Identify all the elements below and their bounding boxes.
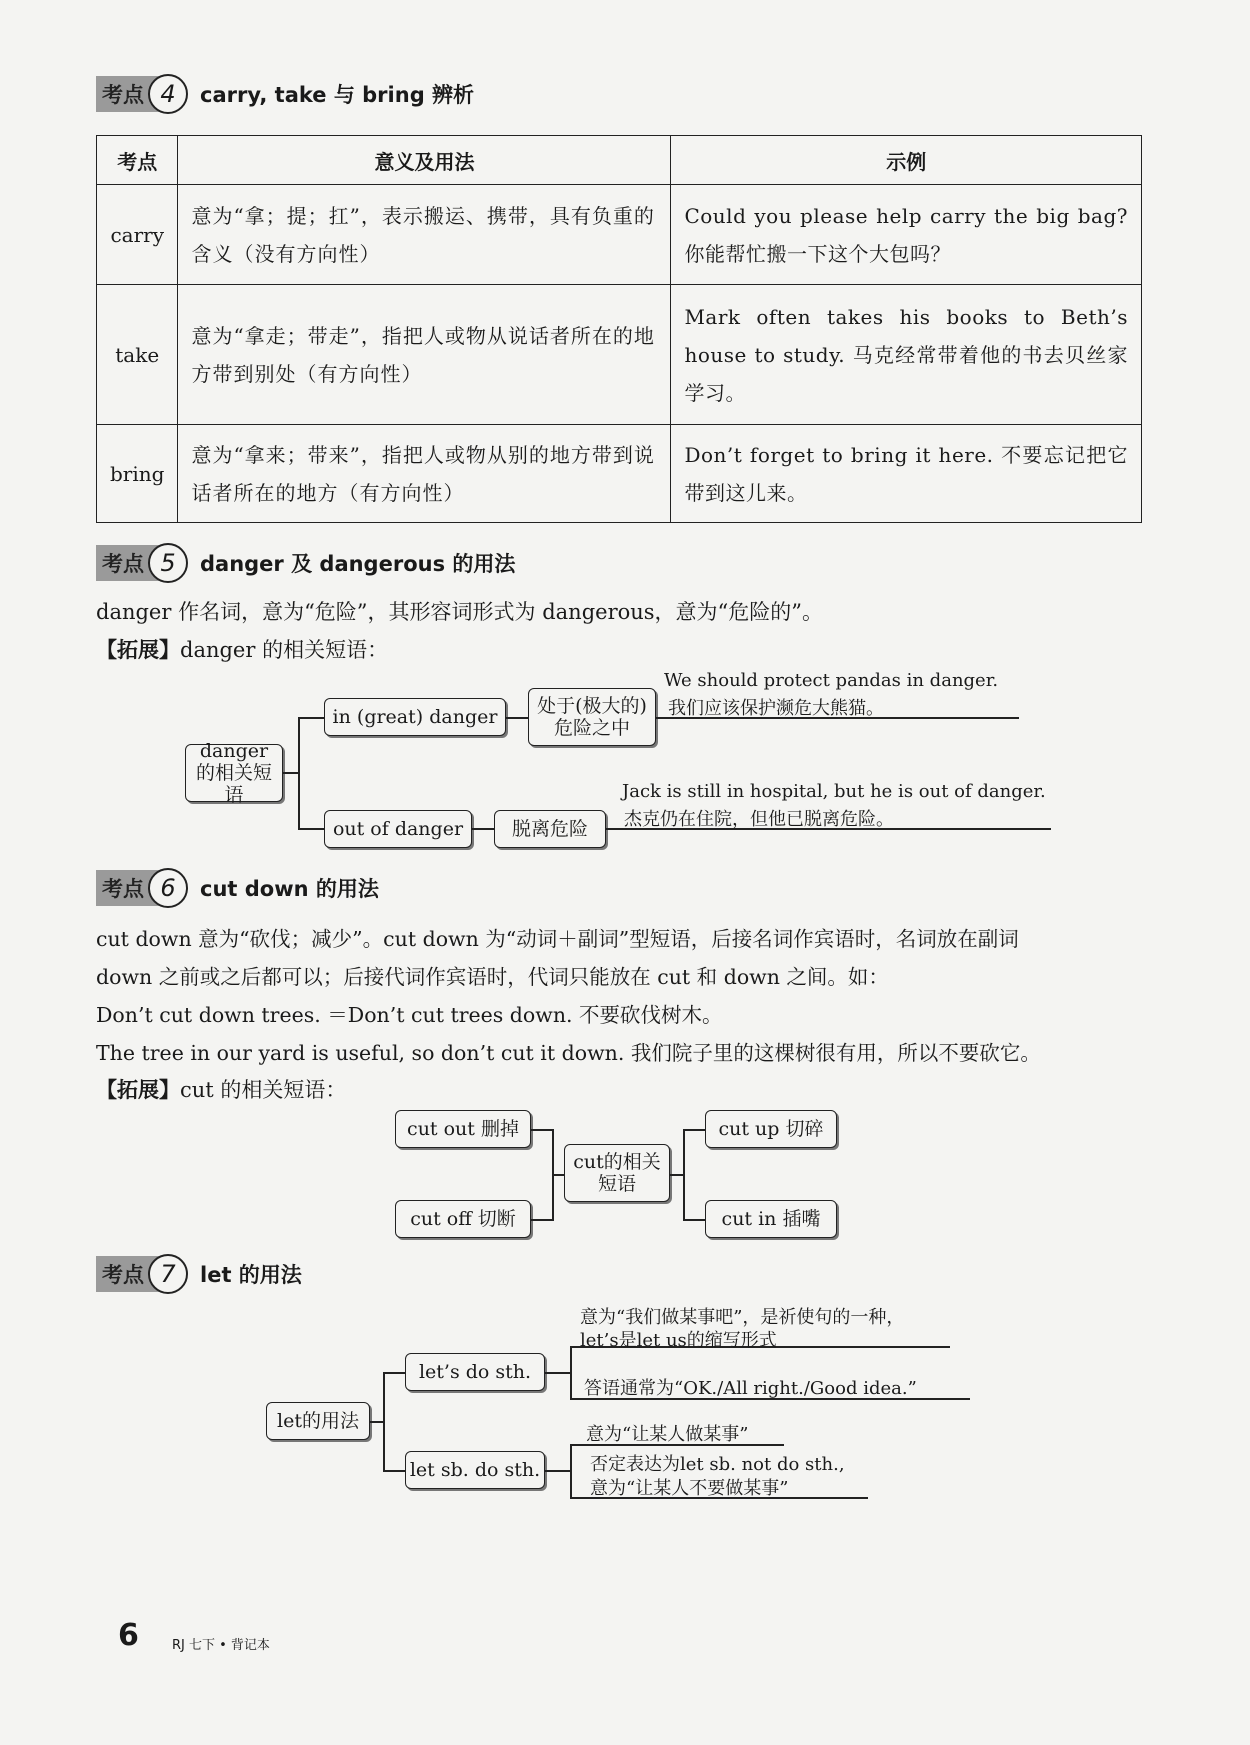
lets-reply: 答语通常为“OK./All right./Good idea.” xyxy=(584,1378,917,1399)
section-number: 5 xyxy=(148,543,188,583)
extension-label: 【拓展】 xyxy=(96,638,180,662)
let-sb-negative-2: 意为“让某人不要做某事” xyxy=(590,1478,789,1499)
section-7-header xyxy=(96,1256,302,1292)
comparison-table xyxy=(96,135,1142,523)
extension-text: danger 的相关短语： xyxy=(180,638,389,662)
section-number: 6 xyxy=(148,868,188,908)
page-number: 6 xyxy=(118,1618,139,1653)
in-danger-node: in (great) danger xyxy=(324,698,506,736)
table-header-row xyxy=(97,136,1142,185)
cut-out-node: cut out 删掉 xyxy=(395,1110,531,1148)
lets-meaning-2: let’s是let us的缩写形式 xyxy=(580,1330,777,1351)
table-row xyxy=(97,185,1142,285)
table-row xyxy=(97,285,1142,425)
section-5-header xyxy=(96,545,515,581)
section-tag: 考点 xyxy=(96,870,162,906)
example-cell: Could you please help carry the big bag? 你能帮忙搬一下这个大包吗？ xyxy=(671,185,1142,285)
in-danger-example-en: We should protect pandas in danger. xyxy=(664,670,999,691)
section-title: danger 及 dangerous 的用法 xyxy=(200,552,516,576)
term-cell: bring xyxy=(97,425,178,523)
section-number: 4 xyxy=(148,74,188,114)
out-of-danger-example-zh: 杰克仍在住院，但他已脱离危险。 xyxy=(624,809,894,830)
example-cell: Don’t forget to bring it here. 不要忘记把它带到这儿来。 xyxy=(671,425,1142,523)
out-of-danger-node: out of danger xyxy=(324,810,472,848)
section-4-header xyxy=(96,76,474,112)
cut-down-line: down 之前或之后都可以；后接代词作宾语时，代词只能放在 cut 和 down 之间。如： xyxy=(96,965,889,989)
let-sb-do-node: let sb. do sth. xyxy=(405,1451,545,1489)
meaning-cell: 意为“拿来；带来”，指把人或物从别的地方带到说话者所在的地方（有方向性） xyxy=(178,425,671,523)
cut-extension xyxy=(96,1074,346,1104)
table-header: 考点 xyxy=(97,136,178,185)
example-cell: Mark often takes his books to Beth’s house to study. 马克经常带着他的书去贝丝家学习。 xyxy=(671,285,1142,425)
cut-down-line: Don’t cut down trees. ＝Don’t cut trees down. 不要砍伐树木。 xyxy=(96,1003,723,1027)
section-tag: 考点 xyxy=(96,1256,162,1292)
extension-text: cut 的相关短语： xyxy=(180,1078,347,1102)
footer-label: RJ 七下 • 背记本 xyxy=(172,1638,270,1653)
section-tag: 考点 xyxy=(96,545,162,581)
section-title: let 的用法 xyxy=(200,1263,302,1287)
danger-root-node: danger的相关短语 xyxy=(185,744,283,802)
extension-label: 【拓展】 xyxy=(96,1078,180,1102)
in-danger-meaning-node: 处于(极大的)危险之中 xyxy=(528,688,656,746)
term-cell: carry xyxy=(97,185,178,285)
cut-down-line: cut down 意为“砍伐；减少”。cut down 为“动词＋副词”型短语，后接名词作宾语时，名词放在副词 xyxy=(96,927,1019,951)
meaning-cell: 意为“拿；提；扛”，表示搬运、携带，具有负重的含义（没有方向性） xyxy=(178,185,671,285)
danger-extension xyxy=(96,634,388,664)
section-tag: 考点 xyxy=(96,76,162,112)
section-title: cut down 的用法 xyxy=(200,877,379,901)
cut-in-node: cut in 插嘴 xyxy=(705,1200,837,1238)
table-row xyxy=(97,425,1142,523)
let-root-node: let的用法 xyxy=(266,1402,370,1440)
table-header: 意义及用法 xyxy=(178,136,671,185)
let-sb-meaning: 意为“让某人做某事” xyxy=(586,1424,749,1445)
cut-center-node: cut的相关短语 xyxy=(564,1144,670,1202)
out-of-danger-example-en: Jack is still in hospital, but he is out of danger. xyxy=(622,781,1046,802)
cut-down-line: The tree in our yard is useful, so don’t cut it down. 我们院子里的这棵树很有用，所以不要砍它。 xyxy=(96,1041,1041,1065)
let-sb-negative-1: 否定表达为let sb. not do sth., xyxy=(590,1454,845,1475)
lets-meaning-1: 意为“我们做某事吧”，是祈使句的一种， xyxy=(580,1307,905,1328)
danger-text: danger 作名词，意为“危险”，其形容词形式为 dangerous，意为“危险的”。 xyxy=(96,600,824,624)
in-danger-example-zh: 我们应该保护濒危大熊猫。 xyxy=(668,698,884,719)
meaning-cell: 意为“拿走；带走”，指把人或物从说话者所在的地方带到别处（有方向性） xyxy=(178,285,671,425)
cut-off-node: cut off 切断 xyxy=(395,1200,531,1238)
section-6-header xyxy=(96,870,379,906)
table-header: 示例 xyxy=(671,136,1142,185)
lets-do-node: let’s do sth. xyxy=(405,1353,545,1391)
section-title: carry, take 与 bring 辨析 xyxy=(200,83,475,107)
term-cell: take xyxy=(97,285,178,425)
cut-up-node: cut up 切碎 xyxy=(705,1110,837,1148)
out-of-danger-meaning-node: 脱离危险 xyxy=(494,810,606,848)
section-number: 7 xyxy=(148,1254,188,1294)
